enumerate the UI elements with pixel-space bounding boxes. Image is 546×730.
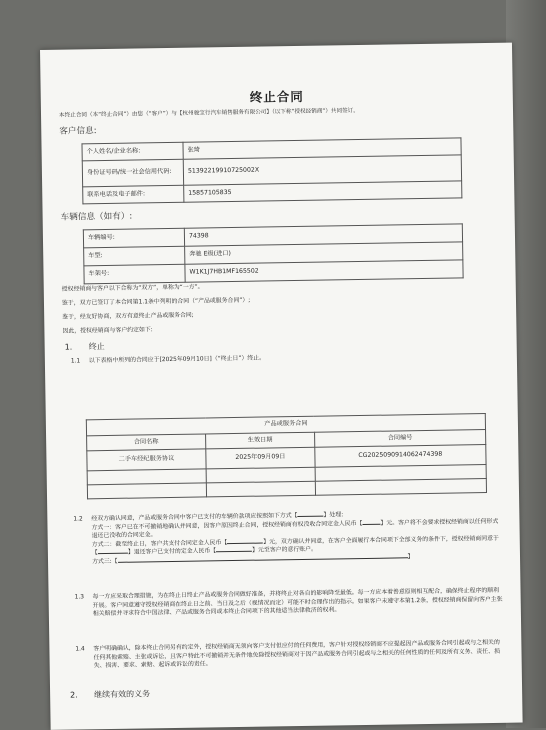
row-value: W1K1J7HB1MF165502 <box>185 260 463 282</box>
product-contract-table <box>86 413 487 499</box>
clause-1-3-text: 每一方应采取合理措施，为在终止日终止产品或服务合同做好准备，并将终止对各自的影响降至最低。每一方应本着善意原则相互配合，确保终止程序的顺利开展。客户同意遵守授权经销商在终止日之前、当日及之后（视情况而定）可能不时合理作出的指示。如果客户未遵守本第1.2条，授权经销商保留向客户主张相关赔偿并寻求符合中国法律、产品或服务合同或本终止合同项下的其他适当法律救济的权利。 <box>92 587 503 618</box>
document-title: 终止合同 <box>249 88 304 105</box>
vehicle-section-heading: 车辆信息（如有）: <box>60 211 133 223</box>
whereas-clause-1: 鉴于，双方已签订了本合同第1.1条中列明的合同（“产品或服务合同”）; <box>61 297 251 307</box>
row-label: 车型: <box>84 246 185 266</box>
customer-section-heading: 客户信息: <box>59 126 97 137</box>
row-label: 车架号: <box>84 264 185 284</box>
method-2: 方式二：截至终止日，客户共支付合同定金人民币【 <box>91 539 228 548</box>
clause-1-4-number: 1.4 <box>75 646 85 653</box>
contract-page <box>40 43 523 730</box>
clause-1-1-number: 1.1 <box>70 358 81 365</box>
clause-1-4-text: 客户明确确认，除本终止合同另有约定外，授权经销商无须向客户支付但应付的任何费用，客户针对授权经销商不应提起因产品或服务合同引起或与之相关的任何其他索赔、主张或诉讼，且客户特此不可撤销并无条件地免除授权经销商对于因产品或服务合同引起或与之相关的任何性质的任何及所有义务、责任、损失、损害、要求、索赔、起诉或诉讼的责任。 <box>93 639 501 670</box>
section-2-title: 继续有效的义务 <box>94 689 151 700</box>
table-title: 产品或服务合同 <box>86 414 485 436</box>
customer-info-table <box>81 137 462 204</box>
row-value: 奔驰 E级(进口) <box>185 242 463 264</box>
method-3: 方式三:【 <box>92 558 118 566</box>
column-header: 合同名称 <box>87 434 206 451</box>
method-1: 方式一：客户已在不可撤销地确认并同意，因客户原因终止合同，授权经销商有权没收合同定金人民币【 <box>91 520 363 531</box>
clause-1-2-text: 经双方确认同意，产品或服务合同中客户已支付的车辆价款项应按照如下方式【 <box>91 513 298 523</box>
clause-1-3-number: 1.3 <box>74 594 85 601</box>
row-value: 51392219910725002X <box>183 155 461 185</box>
row-label: 联系电话及电子邮件: <box>83 185 184 204</box>
column-header: 生效日期 <box>206 432 315 449</box>
parties-clause: 授权经销商与客户以下合称为“双方”，单称为“一方”。 <box>61 284 204 293</box>
vehicle-info-table <box>83 223 464 284</box>
row-value: 张琦 <box>183 138 461 159</box>
clause-1-1-text: 以下表格中所列的合同应于[2025年09月10日]（“终止日”）终止。 <box>88 355 266 365</box>
row-value: 74398 <box>184 224 462 246</box>
row-label: 车辆编号: <box>83 228 184 248</box>
whereas-clause-2: 鉴于，经友好协商，双方有意终止产品或服务合同; <box>62 312 194 321</box>
column-header: 合同编号 <box>314 430 485 448</box>
intro-text: 本终止合同（本“终止合同”）由您（“客户”）与【杭州骏宝行汽车销售服务有限公司】（以下称“授权经销商”）共同签订。 <box>58 107 359 119</box>
clause-1-2: 经双方确认同意，产品或服务合同中客户已支付的车辆价款项应按照如下方式【 】处理: 方式一：客户已在不可撤销地确认并同意，因客户原因终止合同，授权经销商有权没收合同定金人民币【 】元。客户将不会要求授权经销商以任何形式退还已没收的合同定金。 方式二：截至终止日，客户共支付合同定金人民币【 】元，双方确认并同意，在客户全面履行本合同项下全部义务的条件下，授权经销商同意于【 】退还客户已支付的定金人民币【 】元至客户的意行账户。 方式三:【】 <box>91 512 499 566</box>
table-cell: 二手车经纪服务协议 <box>87 449 206 471</box>
clause-1-2-number: 1.2 <box>73 516 83 523</box>
row-label: 身份证号码/统一社会信用代码: <box>82 159 183 187</box>
table-cell: 2025年09月09日 <box>206 447 315 469</box>
section-1-title: 终止 <box>88 342 105 352</box>
row-value: 15857105835 <box>184 181 462 202</box>
section-1-number: 1. <box>64 342 73 352</box>
row-label: 个人姓名/企业名称: <box>82 142 183 161</box>
section-2-number: 2. <box>70 690 78 700</box>
table-cell: CG2025090914062474398 <box>315 445 486 468</box>
therefore-clause: 因此，授权经销商与客户约定如下: <box>62 327 153 335</box>
